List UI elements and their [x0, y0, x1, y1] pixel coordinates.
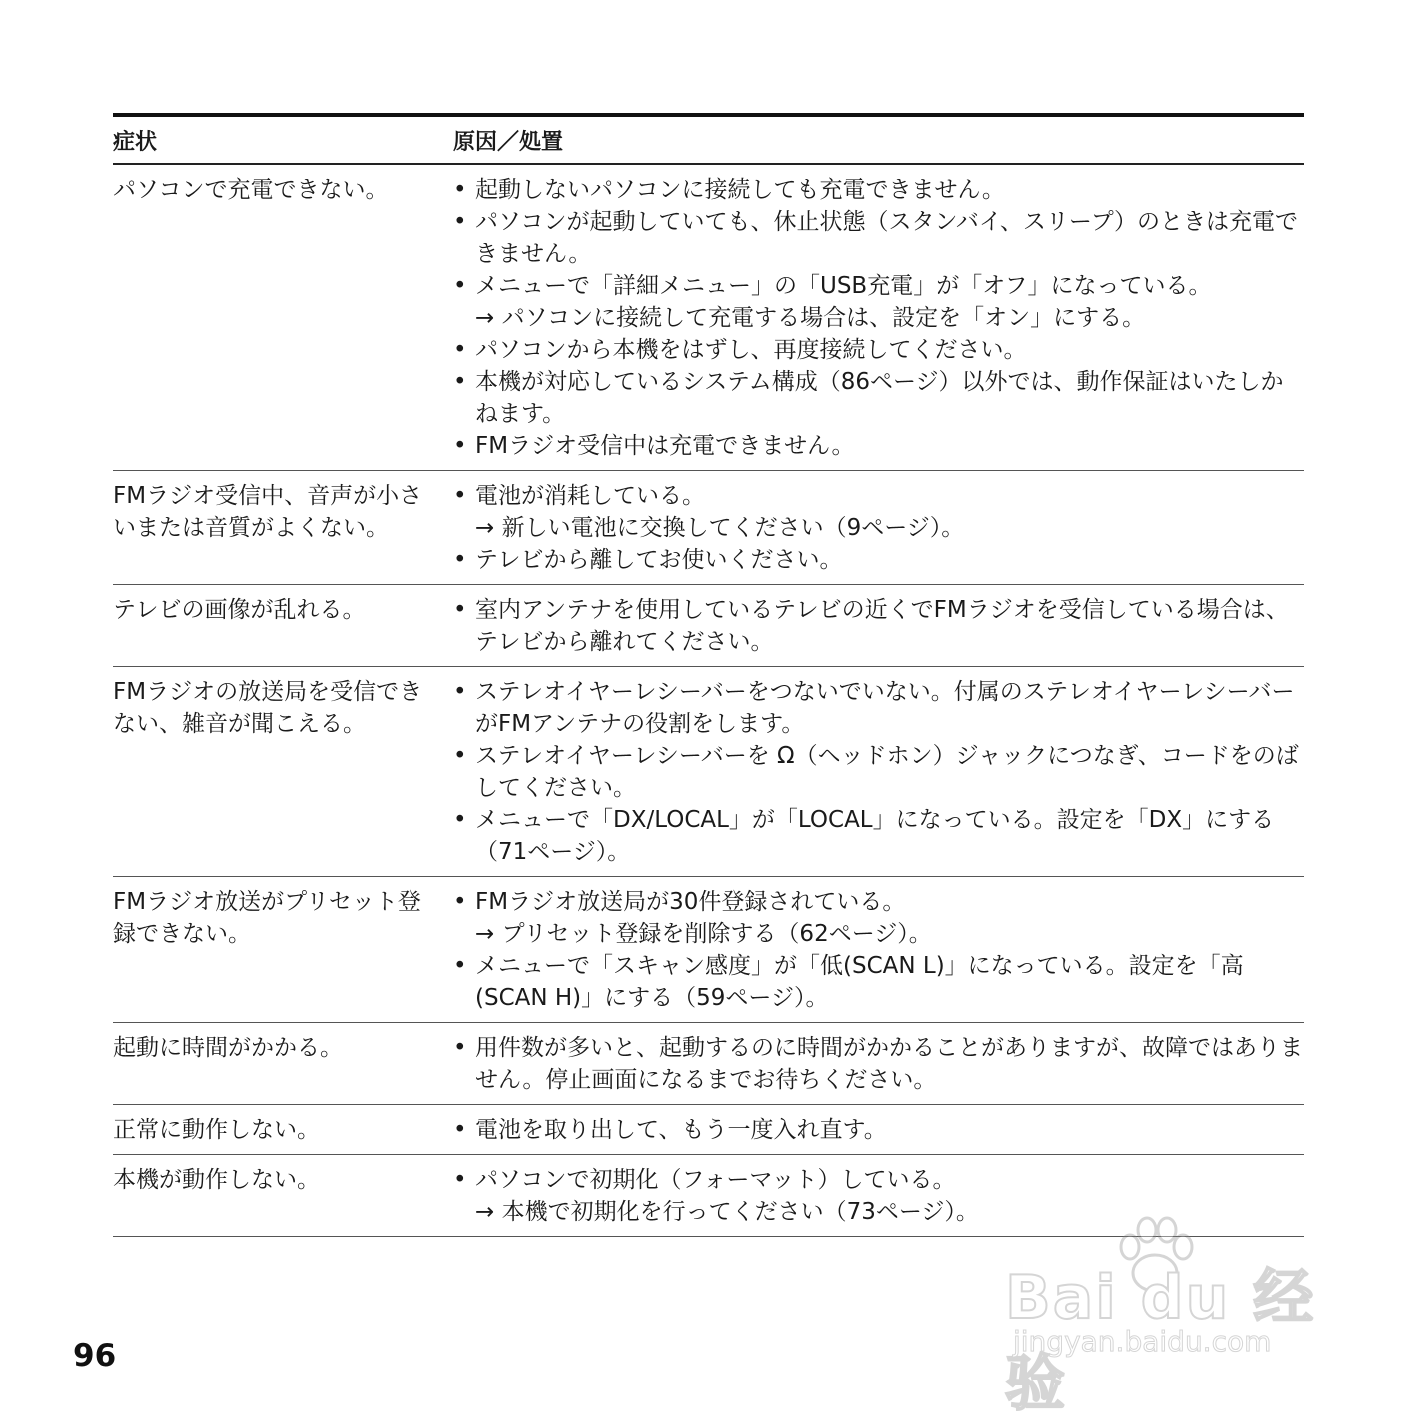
symptom-cell: 起動に時間がかかる。 [113, 1035, 343, 1061]
header-cause: 原因／処置 [453, 129, 564, 155]
list-item: • メニューで「スキャン感度」が「低(SCAN L)」になっている。設定を「高(SCAN H)」にする（59ページ）。 [453, 953, 1244, 1011]
symptom-cell: FMラジオ受信中、音声が小さいまたは音質がよくない。 [113, 483, 423, 541]
cause-cell [453, 480, 1304, 576]
table-row [113, 585, 1304, 667]
list-item: • 電池を取り出して、もう一度入れ直す。 [453, 1117, 887, 1143]
list-item: • テレビから離してお使いください。 [453, 547, 843, 573]
table-row [113, 667, 1304, 877]
list-item: • メニューで「詳細メニュー」の「USB充電」が「オフ」になっている。 → パソコンに接続して充電する場合は、設定を「オン」にする。 [453, 270, 1304, 334]
cause-cell [453, 886, 1304, 1014]
table-row [113, 1105, 1304, 1155]
list-item: • 起動しないパソコンに接続しても充電できません。 [453, 177, 1005, 203]
list-item: • 室内アンテナを使用しているテレビの近くでFMラジオを受信している場合は、テレビから離れてください。 [453, 597, 1289, 655]
watermark [1005, 1205, 1335, 1419]
watermark-logo: Bai du 经验 [1005, 1263, 1316, 1419]
list-item: • パソコンが起動していても、休止状態（スタンバイ、スリープ）のときは充電できません。 [453, 209, 1298, 267]
list-item: • FMラジオ受信中は充電できません。 [453, 433, 855, 459]
list-item: • 用件数が多いと、起動するのに時間がかかることがありますが、故障ではありません。停止画面になるまでお待ちください。 [453, 1035, 1303, 1093]
sub-instruction: → プリセット登録を削除する（62ページ）。 [475, 921, 932, 947]
table-row [113, 877, 1304, 1023]
list-item: • 電池が消耗している。 → 新しい電池に交換してください（9ページ）。 [453, 480, 1304, 544]
page-number: 96 [73, 1338, 117, 1374]
cause-cell [453, 594, 1304, 658]
table-header [113, 117, 1304, 165]
cause-cell [453, 676, 1304, 868]
cause-cell [453, 1114, 1304, 1146]
list-item: • ステレオイヤーレシーバーを Ω（ヘッドホン）ジャックにつなぎ、コードをのばしてください。 [453, 743, 1299, 801]
cause-cell [453, 174, 1304, 462]
symptom-cell: FMラジオ放送がプリセット登録できない。 [113, 889, 421, 947]
header-symptom: 症状 [113, 129, 158, 155]
list-item: • パソコンから本機をはずし、再度接続してください。 [453, 337, 1027, 363]
symptom-cell: 本機が動作しない。 [113, 1167, 320, 1193]
sub-instruction: → パソコンに接続して充電する場合は、設定を「オン」にする。 [475, 305, 1146, 331]
watermark-url: jingyan.baidu.com [1013, 1325, 1272, 1358]
symptom-cell: FMラジオの放送局を受信できない、雑音が聞こえる。 [113, 679, 423, 737]
sub-instruction: → 本機で初期化を行ってください（73ページ）。 [475, 1199, 979, 1225]
list-item: • パソコンで初期化（フォーマット）している。 → 本機で初期化を行ってください（73ページ）。 [453, 1164, 1304, 1228]
sub-instruction: → 新しい電池に交換してください（9ページ）。 [475, 515, 965, 541]
table-row [113, 471, 1304, 585]
troubleshooting-table [113, 113, 1304, 1237]
list-item: • メニューで「DX/LOCAL」が「LOCAL」になっている。設定を「DX」にする（71ページ）。 [453, 807, 1275, 865]
symptom-cell: テレビの画像が乱れる。 [113, 597, 366, 623]
symptom-cell: パソコンで充電できない。 [113, 177, 389, 203]
list-item: • 本機が対応しているシステム構成（86ページ）以外では、動作保証はいたしかねます。 [453, 369, 1284, 427]
list-item: • ステレオイヤーレシーバーをつないでいない。付属のステレオイヤーレシーバーがFMアンテナの役割をします。 [453, 679, 1295, 737]
cause-cell [453, 1032, 1304, 1096]
table-row [113, 1023, 1304, 1105]
list-item: • FMラジオ放送局が30件登録されている。 → プリセット登録を削除する（62ページ）。 [453, 886, 1304, 950]
table-row [113, 165, 1304, 471]
symptom-cell: 正常に動作しない。 [113, 1117, 320, 1143]
